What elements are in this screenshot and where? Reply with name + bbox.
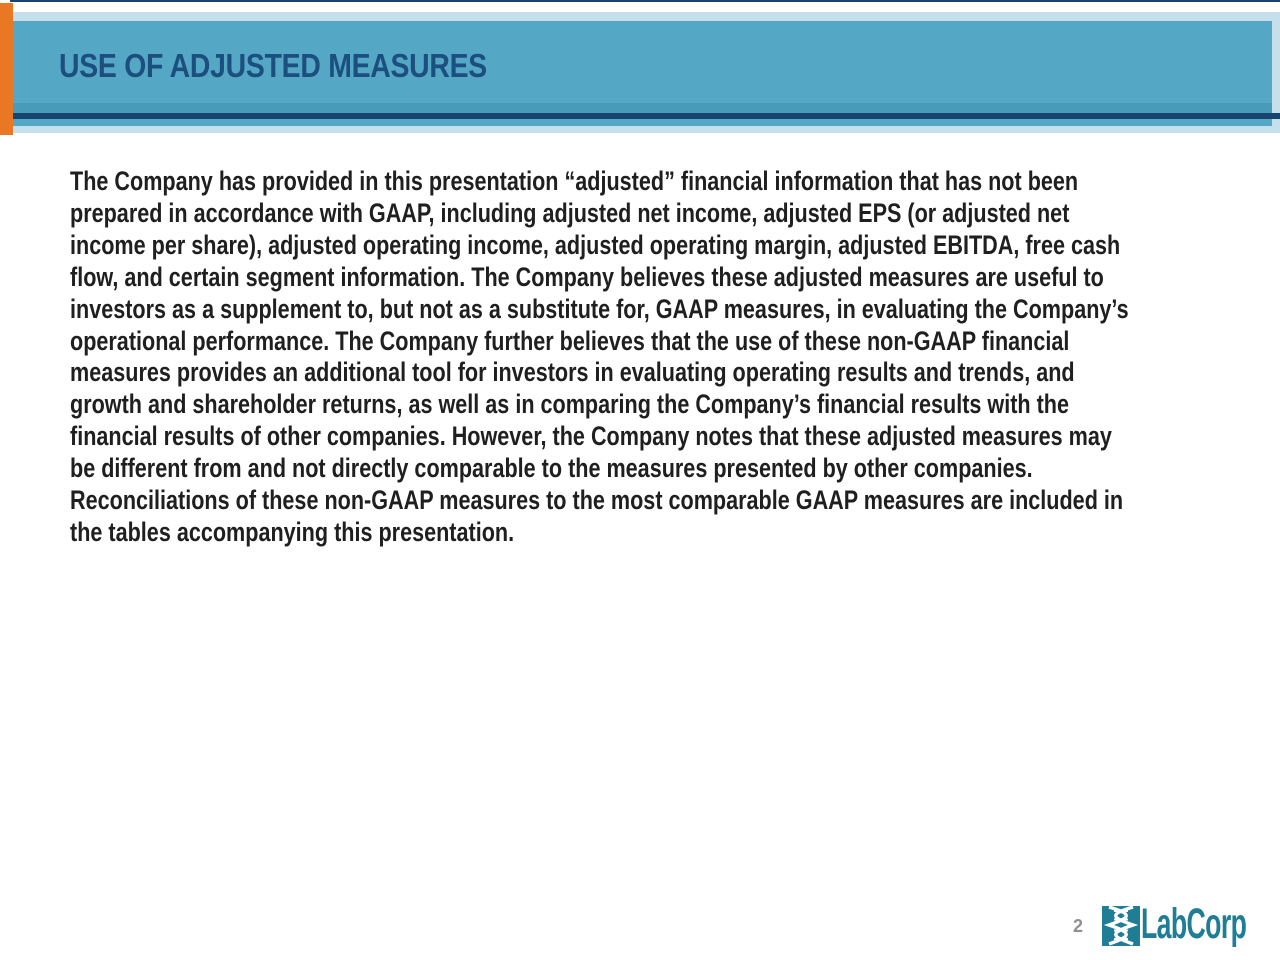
page-number: 2 (1073, 916, 1084, 936)
body-text-line: measures provides an additional tool for investors in evaluating operating results and trends, and (70, 357, 1075, 388)
body-text-line: The Company has provided in this presentation “adjusted” financial information that has not been (70, 166, 1079, 196)
body-text-line: investors as a supplement to, but not as a substitute for, GAAP measures, in evaluating the Company’s (70, 293, 1129, 324)
header-teal-lower-strip (13, 119, 1272, 126)
body-text-line: the tables accompanying this presentation. (70, 516, 515, 547)
labcorp-logo-wordmark: LabCorp (1141, 900, 1247, 948)
orange-accent-bar (0, 3, 13, 135)
body-text (70, 166, 1280, 549)
body-text-line: Reconciliations of these non-GAAP measures to the most comparable GAAP measures are included in (70, 485, 1124, 516)
dna-helix-icon (1102, 906, 1140, 946)
top-hairline (10, 0, 1280, 2)
body-text-line: prepared in accordance with GAAP, including adjusted net income, adjusted EPS (or adjusted net (70, 197, 1070, 228)
header-teal-dark-strip (13, 103, 1272, 113)
body-text-line: operational performance. The Company further believes that the use of these non-GAAP financial (70, 325, 1070, 356)
slide-title: USE OF ADJUSTED MEASURES (59, 47, 487, 84)
body-text-line: growth and shareholder returns, as well as in comparing the Company’s financial results with the (70, 389, 1070, 420)
body-text-line: be different from and not directly comparable to the measures presented by other companies. (70, 453, 1033, 484)
body-text-line: flow, and certain segment information. The Company believes these adjusted measures are useful to (70, 261, 1104, 292)
body-text-line: income per share), adjusted operating income, adjusted operating margin, adjusted EBITDA, free cash (70, 229, 1121, 260)
body-text-line: financial results of other companies. However, the Company notes that these adjusted measures may (70, 421, 1112, 452)
